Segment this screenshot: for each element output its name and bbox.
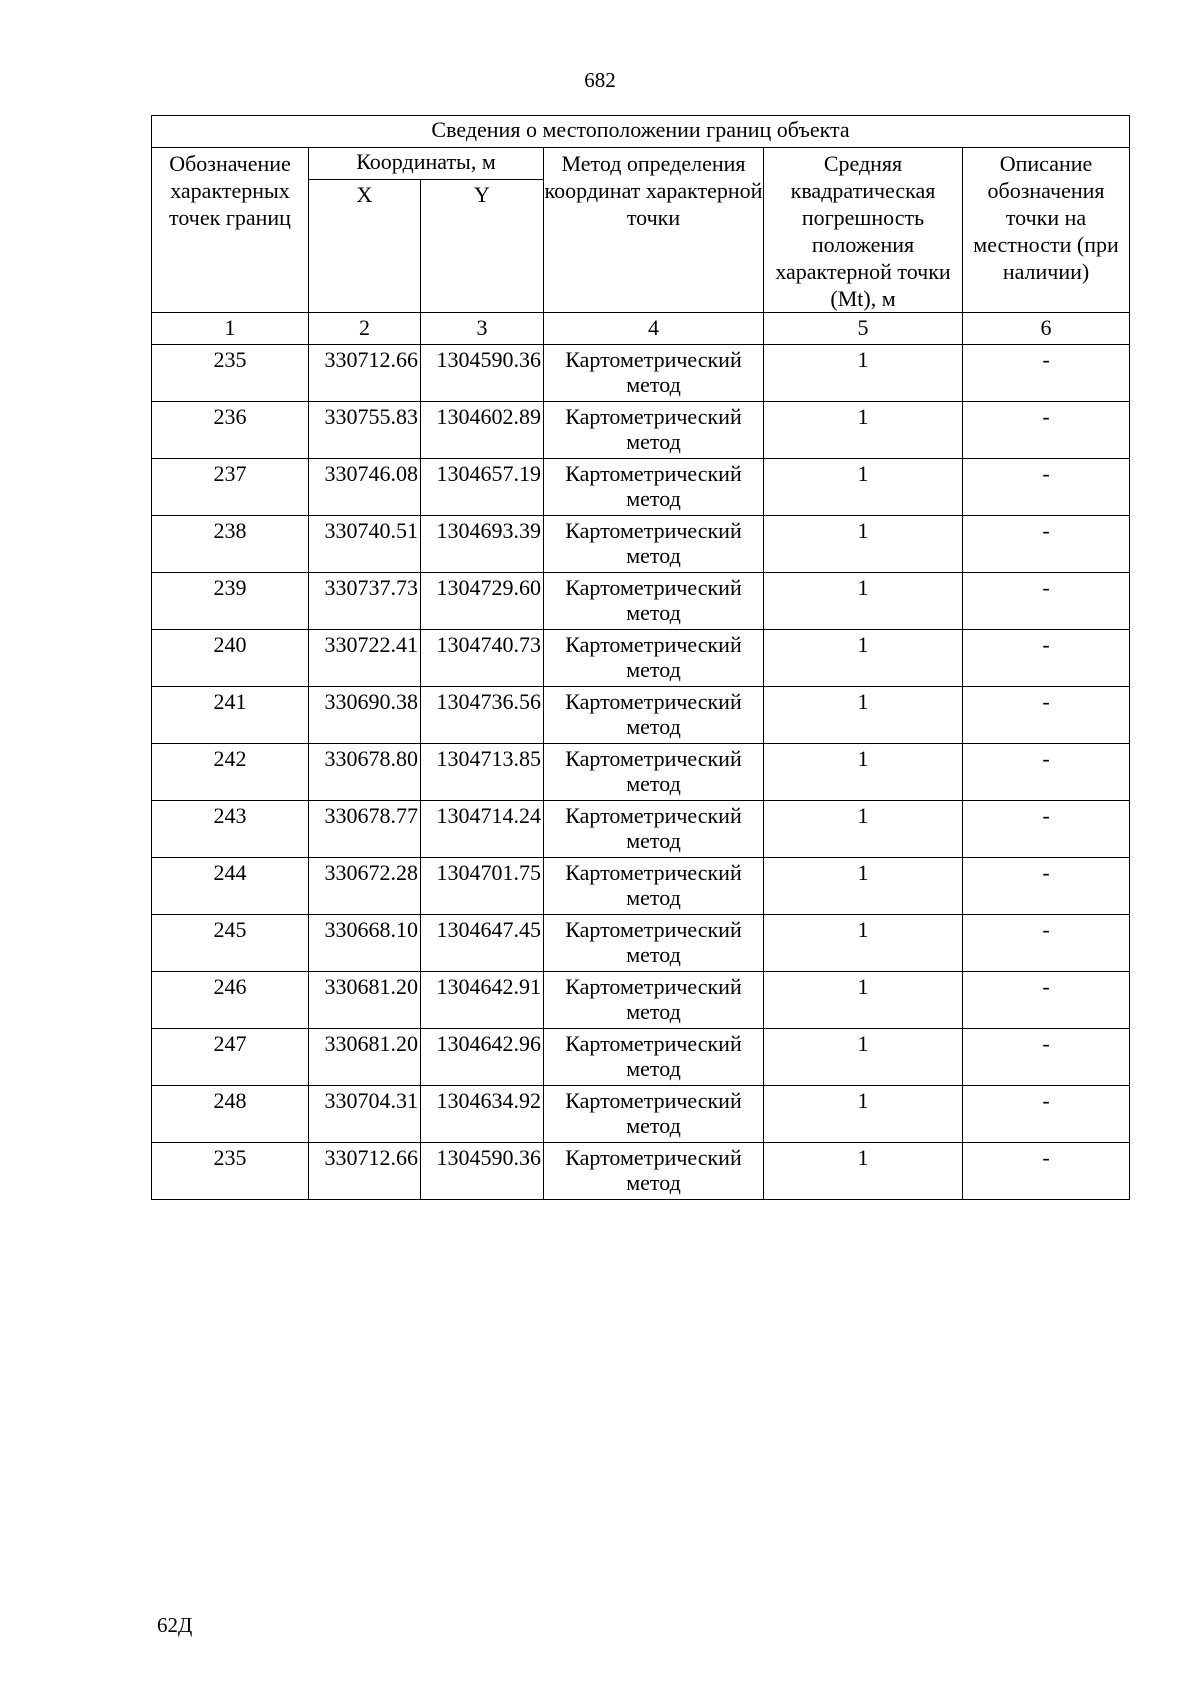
description-cell xyxy=(963,687,1130,744)
header-accuracy: Средняя квадратическая погрешность положения характерной точки (Mt), м xyxy=(764,148,963,313)
point-cell xyxy=(152,459,309,516)
x-coordinate-cell-text: 330678.77 xyxy=(324,803,418,828)
column-number: 6 xyxy=(963,313,1130,345)
y-coordinate-cell xyxy=(421,345,544,402)
accuracy-cell xyxy=(764,1086,963,1143)
point-cell-text: 248 xyxy=(213,1088,247,1113)
y-coordinate-cell xyxy=(421,858,544,915)
description-cell-text: - xyxy=(1042,689,1050,714)
x-coordinate-cell xyxy=(309,1086,421,1143)
x-coordinate-cell-text: 330740.51 xyxy=(324,518,418,543)
y-coordinate-cell xyxy=(421,459,544,516)
description-cell-text: - xyxy=(1042,803,1050,828)
y-coordinate-cell-text: 1304713.85 xyxy=(436,746,541,771)
x-coordinate-cell-text: 330746.08 xyxy=(324,461,418,486)
accuracy-cell-text: 1 xyxy=(857,1031,869,1056)
accuracy-cell xyxy=(764,573,963,630)
method-cell-text: Картометрический метод xyxy=(565,1145,742,1195)
method-cell xyxy=(544,858,764,915)
accuracy-cell xyxy=(764,972,963,1029)
method-cell xyxy=(544,801,764,858)
description-cell-text: - xyxy=(1042,518,1050,543)
point-cell xyxy=(152,687,309,744)
x-coordinate-cell-text: 330712.66 xyxy=(324,1145,418,1170)
x-coordinate-cell-text: 330712.66 xyxy=(324,347,418,372)
method-cell xyxy=(544,744,764,801)
method-cell-text: Картометрический метод xyxy=(565,746,742,796)
table-row xyxy=(152,801,1130,858)
method-cell xyxy=(544,516,764,573)
y-coordinate-cell-text: 1304693.39 xyxy=(436,518,541,543)
point-cell xyxy=(152,801,309,858)
point-cell xyxy=(152,1086,309,1143)
accuracy-cell-text: 1 xyxy=(857,689,869,714)
point-cell xyxy=(152,972,309,1029)
method-cell-text: Картометрический метод xyxy=(565,632,742,682)
method-cell xyxy=(544,573,764,630)
point-cell xyxy=(152,630,309,687)
point-cell xyxy=(152,516,309,573)
x-coordinate-cell xyxy=(309,801,421,858)
description-cell xyxy=(963,345,1130,402)
point-cell xyxy=(152,402,309,459)
accuracy-cell-text: 1 xyxy=(857,404,869,429)
method-cell xyxy=(544,972,764,1029)
accuracy-cell-text: 1 xyxy=(857,518,869,543)
y-coordinate-cell xyxy=(421,573,544,630)
column-number: 1 xyxy=(152,313,309,345)
x-coordinate-cell xyxy=(309,573,421,630)
y-coordinate-cell xyxy=(421,1086,544,1143)
description-cell xyxy=(963,1029,1130,1086)
description-cell-text: - xyxy=(1042,860,1050,885)
x-coordinate-cell xyxy=(309,744,421,801)
boundary-coordinates-table xyxy=(151,115,1130,1200)
description-cell-text: - xyxy=(1042,404,1050,429)
x-coordinate-cell-text: 330672.28 xyxy=(324,860,418,885)
table-row xyxy=(152,1086,1130,1143)
accuracy-cell-text: 1 xyxy=(857,575,869,600)
table-row xyxy=(152,744,1130,801)
point-cell-text: 242 xyxy=(213,746,247,771)
table-row xyxy=(152,1143,1130,1200)
accuracy-cell-text: 1 xyxy=(857,917,869,942)
description-cell-text: - xyxy=(1042,917,1050,942)
y-coordinate-cell xyxy=(421,1143,544,1200)
method-cell xyxy=(544,1029,764,1086)
method-cell xyxy=(544,630,764,687)
header-x: X xyxy=(309,180,421,313)
y-coordinate-cell-text: 1304642.91 xyxy=(436,974,541,999)
point-cell-text: 246 xyxy=(213,974,247,999)
description-cell-text: - xyxy=(1042,632,1050,657)
method-cell-text: Картометрический метод xyxy=(565,347,742,397)
method-cell-text: Картометрический метод xyxy=(565,803,742,853)
accuracy-cell-text: 1 xyxy=(857,974,869,999)
y-coordinate-cell-text: 1304642.96 xyxy=(436,1031,541,1056)
y-coordinate-cell xyxy=(421,402,544,459)
point-cell-text: 247 xyxy=(213,1031,247,1056)
y-coordinate-cell-text: 1304602.89 xyxy=(436,404,541,429)
description-cell xyxy=(963,573,1130,630)
description-cell-text: - xyxy=(1042,347,1050,372)
x-coordinate-cell-text: 330681.20 xyxy=(324,974,418,999)
point-cell xyxy=(152,915,309,972)
table-row xyxy=(152,972,1130,1029)
description-cell xyxy=(963,516,1130,573)
x-coordinate-cell-text: 330668.10 xyxy=(324,917,418,942)
point-cell xyxy=(152,858,309,915)
description-cell-text: - xyxy=(1042,1145,1050,1170)
method-cell-text: Картометрический метод xyxy=(565,461,742,511)
method-cell-text: Картометрический метод xyxy=(565,974,742,1024)
description-cell xyxy=(963,972,1130,1029)
y-coordinate-cell-text: 1304590.36 xyxy=(436,347,541,372)
table-row xyxy=(152,1029,1130,1086)
header-description: Описание обозначения точки на местности (при наличии) xyxy=(963,148,1130,313)
accuracy-cell xyxy=(764,915,963,972)
method-cell-text: Картометрический метод xyxy=(565,404,742,454)
method-cell-text: Картометрический метод xyxy=(565,689,742,739)
table-row xyxy=(152,630,1130,687)
method-cell-text: Картометрический метод xyxy=(565,1031,742,1081)
description-cell xyxy=(963,801,1130,858)
accuracy-cell xyxy=(764,345,963,402)
y-coordinate-cell-text: 1304590.36 xyxy=(436,1145,541,1170)
description-cell-text: - xyxy=(1042,1031,1050,1056)
footer-code: 62Д xyxy=(157,1613,193,1637)
description-cell-text: - xyxy=(1042,974,1050,999)
x-coordinate-cell-text: 330678.80 xyxy=(324,746,418,771)
x-coordinate-cell-text: 330755.83 xyxy=(324,404,418,429)
point-cell-text: 244 xyxy=(213,860,247,885)
point-cell-text: 235 xyxy=(213,347,247,372)
x-coordinate-cell-text: 330722.41 xyxy=(324,632,418,657)
accuracy-cell xyxy=(764,858,963,915)
accuracy-cell-text: 1 xyxy=(857,461,869,486)
y-coordinate-cell xyxy=(421,972,544,1029)
point-cell-text: 237 xyxy=(213,461,247,486)
y-coordinate-cell-text: 1304647.45 xyxy=(436,917,541,942)
description-cell xyxy=(963,744,1130,801)
x-coordinate-cell xyxy=(309,1029,421,1086)
y-coordinate-cell-text: 1304729.60 xyxy=(436,575,541,600)
y-coordinate-cell-text: 1304634.92 xyxy=(436,1088,541,1113)
table-caption: Сведения о местоположении границ объекта xyxy=(152,116,1130,148)
y-coordinate-cell xyxy=(421,630,544,687)
header-method: Метод определения координат характерной точки xyxy=(544,148,764,313)
table-row xyxy=(152,516,1130,573)
description-cell xyxy=(963,1086,1130,1143)
header-coordinates: Координаты, м xyxy=(309,148,544,180)
method-cell xyxy=(544,459,764,516)
column-number-row xyxy=(152,313,1130,345)
y-coordinate-cell xyxy=(421,1029,544,1086)
point-cell-text: 245 xyxy=(213,917,247,942)
method-cell-text: Картометрический метод xyxy=(565,860,742,910)
method-cell-text: Картометрический метод xyxy=(565,518,742,568)
x-coordinate-cell-text: 330704.31 xyxy=(324,1088,418,1113)
column-number: 5 xyxy=(764,313,963,345)
point-cell-text: 235 xyxy=(213,1145,247,1170)
accuracy-cell-text: 1 xyxy=(857,1145,869,1170)
method-cell-text: Картометрический метод xyxy=(565,1088,742,1138)
accuracy-cell xyxy=(764,1143,963,1200)
y-coordinate-cell-text: 1304714.24 xyxy=(436,803,541,828)
method-cell xyxy=(544,345,764,402)
accuracy-cell-text: 1 xyxy=(857,632,869,657)
point-cell xyxy=(152,744,309,801)
point-cell-text: 240 xyxy=(213,632,247,657)
y-coordinate-cell xyxy=(421,801,544,858)
method-cell-text: Картометрический метод xyxy=(565,575,742,625)
method-cell xyxy=(544,915,764,972)
x-coordinate-cell-text: 330690.38 xyxy=(324,689,418,714)
table-row xyxy=(152,345,1130,402)
description-cell xyxy=(963,630,1130,687)
x-coordinate-cell xyxy=(309,687,421,744)
accuracy-cell-text: 1 xyxy=(857,746,869,771)
table-row xyxy=(152,915,1130,972)
point-cell-text: 238 xyxy=(213,518,247,543)
description-cell xyxy=(963,858,1130,915)
method-cell xyxy=(544,402,764,459)
point-cell xyxy=(152,573,309,630)
header-designation: Обозначение характерных точек границ xyxy=(152,148,309,313)
y-coordinate-cell-text: 1304657.19 xyxy=(436,461,541,486)
point-cell xyxy=(152,1029,309,1086)
method-cell xyxy=(544,687,764,744)
table-row xyxy=(152,402,1130,459)
y-coordinate-cell xyxy=(421,915,544,972)
accuracy-cell-text: 1 xyxy=(857,860,869,885)
point-cell xyxy=(152,1143,309,1200)
table-row xyxy=(152,459,1130,516)
description-cell-text: - xyxy=(1042,746,1050,771)
page-number: 682 xyxy=(584,68,616,92)
y-coordinate-cell xyxy=(421,516,544,573)
accuracy-cell xyxy=(764,459,963,516)
x-coordinate-cell xyxy=(309,915,421,972)
column-number: 2 xyxy=(309,313,421,345)
x-coordinate-cell xyxy=(309,402,421,459)
y-coordinate-cell-text: 1304701.75 xyxy=(436,860,541,885)
description-cell-text: - xyxy=(1042,1088,1050,1113)
method-cell xyxy=(544,1143,764,1200)
accuracy-cell xyxy=(764,801,963,858)
x-coordinate-cell xyxy=(309,459,421,516)
accuracy-cell xyxy=(764,402,963,459)
x-coordinate-cell xyxy=(309,345,421,402)
accuracy-cell xyxy=(764,630,963,687)
x-coordinate-cell xyxy=(309,630,421,687)
table-row xyxy=(152,573,1130,630)
point-cell-text: 236 xyxy=(213,404,247,429)
description-cell xyxy=(963,1143,1130,1200)
point-cell xyxy=(152,345,309,402)
y-coordinate-cell xyxy=(421,687,544,744)
point-cell-text: 239 xyxy=(213,575,247,600)
column-number: 4 xyxy=(544,313,764,345)
x-coordinate-cell-text: 330737.73 xyxy=(324,575,418,600)
accuracy-cell-text: 1 xyxy=(857,803,869,828)
description-cell xyxy=(963,402,1130,459)
description-cell-text: - xyxy=(1042,575,1050,600)
table-row xyxy=(152,687,1130,744)
x-coordinate-cell xyxy=(309,516,421,573)
table-row xyxy=(152,858,1130,915)
y-coordinate-cell xyxy=(421,744,544,801)
method-cell-text: Картометрический метод xyxy=(565,917,742,967)
description-cell xyxy=(963,915,1130,972)
accuracy-cell-text: 1 xyxy=(857,1088,869,1113)
x-coordinate-cell xyxy=(309,858,421,915)
accuracy-cell-text: 1 xyxy=(857,347,869,372)
description-cell xyxy=(963,459,1130,516)
method-cell xyxy=(544,1086,764,1143)
column-number: 3 xyxy=(421,313,544,345)
point-cell-text: 241 xyxy=(213,689,247,714)
description-cell-text: - xyxy=(1042,461,1050,486)
x-coordinate-cell-text: 330681.20 xyxy=(324,1031,418,1056)
accuracy-cell xyxy=(764,687,963,744)
y-coordinate-cell-text: 1304740.73 xyxy=(436,632,541,657)
x-coordinate-cell xyxy=(309,1143,421,1200)
accuracy-cell xyxy=(764,1029,963,1086)
y-coordinate-cell-text: 1304736.56 xyxy=(436,689,541,714)
accuracy-cell xyxy=(764,516,963,573)
header-y: Y xyxy=(421,180,544,313)
x-coordinate-cell xyxy=(309,972,421,1029)
accuracy-cell xyxy=(764,744,963,801)
point-cell-text: 243 xyxy=(213,803,247,828)
